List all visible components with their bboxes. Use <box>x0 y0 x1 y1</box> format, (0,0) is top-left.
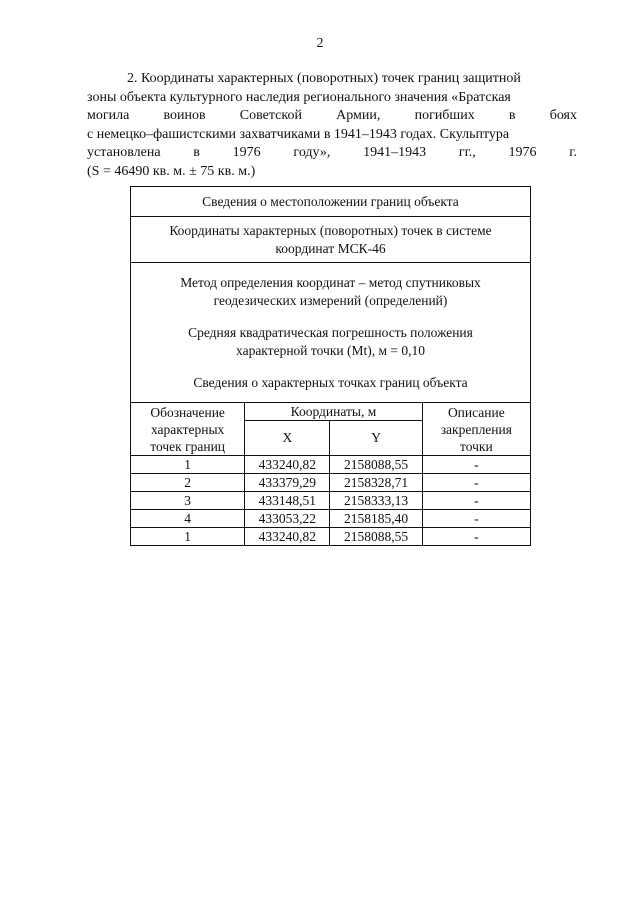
y-column-header: Y <box>330 421 422 456</box>
y-cell: 2158088,55 <box>330 528 422 546</box>
table-row <box>131 492 531 510</box>
intro-word: г. <box>569 145 577 160</box>
x-cell: 433148,51 <box>245 492 330 510</box>
y-cell: 2158185,40 <box>330 510 422 528</box>
intro-word: установлена <box>87 145 161 160</box>
intro-word: Армии, <box>336 108 381 123</box>
x-column-header: X <box>245 421 330 456</box>
table-header: Сведения о местоположении границ объекта <box>131 187 531 217</box>
description-cell: - <box>422 456 530 474</box>
point-cell: 2 <box>131 474 245 492</box>
table-row <box>131 474 531 492</box>
x-cell: 433240,82 <box>245 528 330 546</box>
intro-word: 1941–1943 <box>363 145 427 160</box>
point-cell: 4 <box>131 510 245 528</box>
table-row <box>131 510 531 528</box>
method-cell <box>131 263 531 403</box>
intro-line: (S = 46490 кв. м. ± 75 кв. м.) <box>87 163 256 179</box>
description-cell: - <box>422 474 530 492</box>
coordinate-system-cell <box>131 217 531 263</box>
table-row <box>131 456 531 474</box>
points-title: Сведения о характерных точках границ объекта <box>193 374 468 390</box>
x-cell: 433379,29 <box>245 474 330 492</box>
coordinates-header: Координаты, м <box>245 403 422 421</box>
intro-word: боях <box>549 108 577 123</box>
boundary-table <box>130 186 531 546</box>
intro-word: гг., <box>458 145 476 160</box>
description-header <box>422 403 530 456</box>
x-cell: 433053,22 <box>245 510 330 528</box>
intro-word: году», <box>293 145 331 160</box>
intro-justified-line <box>87 144 577 163</box>
point-cell: 1 <box>131 456 245 474</box>
method-line: геодезических измерений (определений) <box>213 292 448 308</box>
y-cell: 2158328,71 <box>330 474 422 492</box>
intro-word: Советской <box>239 108 302 123</box>
accuracy-line: Средняя квадратическая погрешность положения <box>188 324 473 340</box>
description-header-line: Описание <box>447 404 505 420</box>
y-cell: 2158088,55 <box>330 456 422 474</box>
intro-paragraph <box>87 70 577 181</box>
page-number: 2 <box>316 36 324 51</box>
point-cell: 1 <box>131 528 245 546</box>
intro-word: могила <box>87 108 130 123</box>
description-cell: - <box>422 510 530 528</box>
y-cell: 2158333,13 <box>330 492 422 510</box>
designation-header-line: характерных <box>150 421 225 437</box>
description-cell: - <box>422 492 530 510</box>
intro-line: с немецко–фашистскими захватчиками в 1941–1943 годах. Скульптура <box>87 126 510 142</box>
intro-line: зоны объекта культурного наследия регионального значения «Братская <box>87 89 511 105</box>
table-row <box>131 528 531 546</box>
description-header-line: точки <box>459 438 493 454</box>
intro-word: в <box>193 145 200 160</box>
intro-justified-line <box>87 107 577 126</box>
coordinate-system-line: Координаты характерных (поворотных) точек в системе <box>169 222 492 238</box>
intro-word: 1976 <box>232 145 261 160</box>
intro-line: 2. Координаты характерных (поворотных) точек границ защитной <box>127 71 521 86</box>
description-header-line: закрепления <box>440 421 512 437</box>
designation-header-line: точек границ <box>150 438 226 454</box>
intro-word: воинов <box>163 108 206 123</box>
coordinate-system-line: координат МСК-46 <box>275 240 386 256</box>
intro-word: в <box>508 108 516 123</box>
method-line: Метод определения координат – метод спутниковых <box>180 274 481 290</box>
accuracy-line: характерной точки (Mt), м = 0,10 <box>236 342 425 358</box>
description-cell: - <box>422 528 530 546</box>
x-cell: 433240,82 <box>245 456 330 474</box>
intro-word: 1976 <box>508 145 537 160</box>
point-cell: 3 <box>131 492 245 510</box>
intro-word: погибших <box>414 108 475 123</box>
designation-header-line: Обозначение <box>150 404 225 420</box>
designation-header <box>131 403 245 456</box>
